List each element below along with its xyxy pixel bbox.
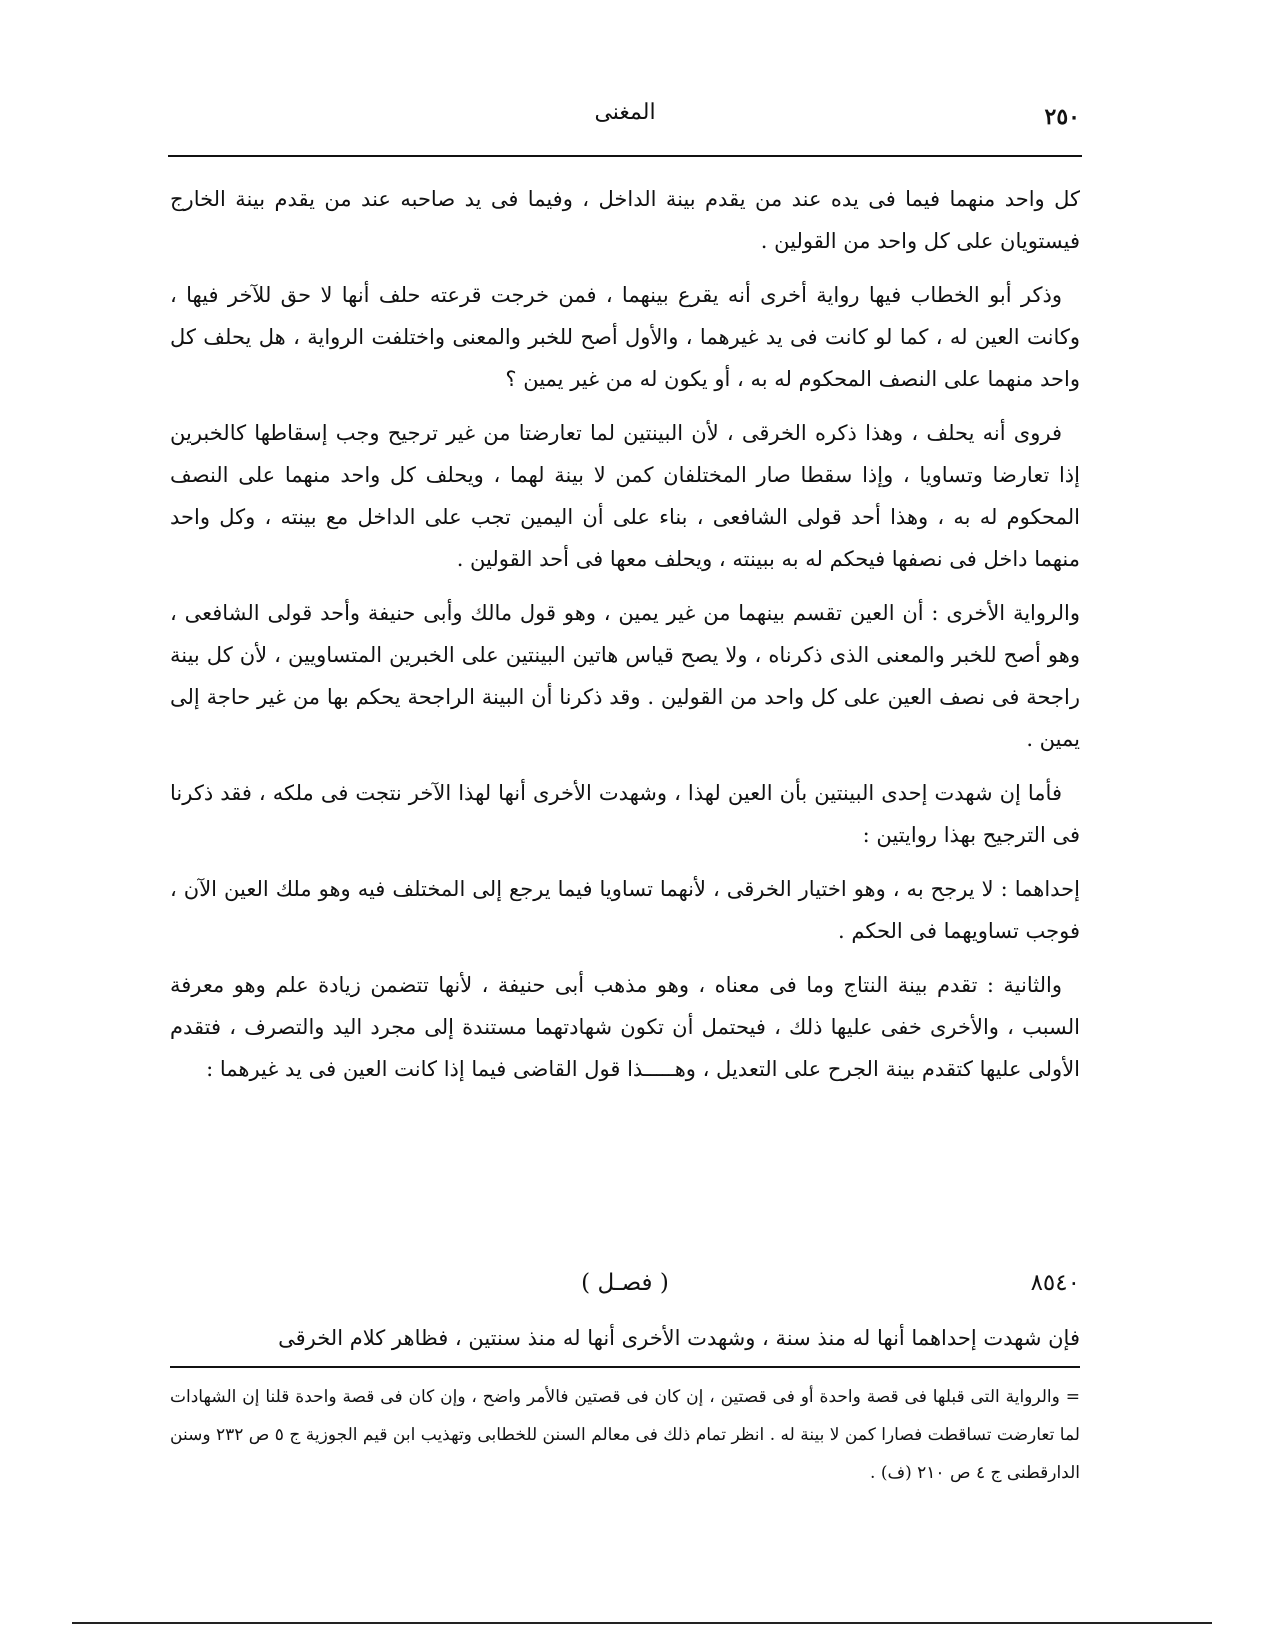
bottom-rule <box>72 1622 1212 1624</box>
paragraph: والثانية : تقدم بينة النتاج وما فى معناه ، وهو مذهب أبى حنيفة ، لأنها تتضمن زيادة علم وهو معرفة السبب ، والأخرى خفى عليها ذلك ، فيحتمل أن تكون شهادتهما مستندة إلى مجرد اليد والتصرف ، فتقدم الأولى عليها كتقدم بينة الجرح على التعديل ، وهـــــذا قول القاضى فيما إذا كانت العين فى يد غيرهما : <box>170 973 1080 1081</box>
footnote: = والرواية التى قبلها فى قصة واحدة أو فى قصتين ، إن كان فى قصتين فالأمر واضح ، وإن كان فى قصة واحدة قلنا إن الشهادات لما تعارضت تساقطت فصارا كمن لا بينة له . انظر تمام ذلك فى معالم السنن للخطابى وتهذيب ابن قيم الجوزية ج ٥ ص ٢٣٢ وسنن الدارقطنى ج ٤ ص ٢١٠ (ف) . <box>170 1387 1080 1483</box>
paragraph: والرواية الأخرى : أن العين تقسم بينهما من غير يمين ، وهو قول مالك وأبى حنيفة وأحد قولى الشافعى ، وهو أصح للخبر والمعنى الذى ذكرناه ، ولا يصح قياس هاتين البينتين على الخبرين المتساويين ، لأن كل بينة راجحة فى نصف العين على كل واحد من القولين . وقد ذكرنا أن البينة الراجحة يحكم بها من غير حاجة إلى يمين . <box>170 601 1080 751</box>
paragraph: فروى أنه يحلف ، وهذا ذكره الخرقى ، لأن البينتين لما تعارضتا من غير ترجيح وجب إسقاطها كالخبرين إذا تعارضا وتساويا ، وإذا سقطا صار المختلفان كمن لا بينة لهما ، ويحلف كل واحد منهما على النصف المحكوم له به ، وهذا أحد قولى الشافعى ، بناء على أن اليمين تجب على الداخل مع بينته ، وكل واحد منهما داخل فى نصفها فيحكم له به ببينته ، ويحلف معها فى أحد القولين . <box>170 421 1080 571</box>
section-paragraph: فإن شهدت إحداهما أنها له منذ سنة ، وشهدت الأخرى أنها له منذ سنتين ، فظاهر كلام الخرقى <box>278 1326 1080 1350</box>
paragraph: فأما إن شهدت إحدى البينتين بأن العين لهذا ، وشهدت الأخرى أنها لهذا الآخر نتجت فى ملكه ، فقد ذكرنا فى الترجيح بهذا روايتين : <box>170 781 1080 847</box>
header-rule <box>168 155 1082 157</box>
footnotes <box>170 1378 1080 1492</box>
running-title: المغنى <box>594 100 656 125</box>
page-number: ٢٥٠ <box>1044 104 1080 130</box>
section-number: ٨٥٤٠ <box>1030 1270 1080 1296</box>
page-header <box>170 100 1080 140</box>
paragraph: كل واحد منهما فيما فى يده عند من يقدم بينة الداخل ، وفيما فى يد صاحبه عند من يقدم بينة الخارج فيستويان على كل واحد من القولين . <box>170 187 1080 253</box>
footnote-rule <box>170 1366 1080 1368</box>
body-text <box>170 178 1080 1102</box>
section-title: ( فصـل ) <box>581 1270 669 1296</box>
paragraph: وذكر أبو الخطاب فيها رواية أخرى أنه يقرع بينهما ، فمن خرجت قرعته حلف أنها لا حق للآخر فيها ، وكانت العين له ، كما لو كانت فى يد غيرهما ، والأول أصح للخبر والمعنى واختلفت الرواية ، هل يحلف كل واحد منهما على النصف المحكوم له به ، أو يكون له من غير يمين ؟ <box>170 283 1080 391</box>
paragraph: إحداهما : لا يرجح به ، وهو اختيار الخرقى ، لأنهما تساويا فيما يرجع إلى المختلف فيه وهو ملك العين الآن ، فوجب تساويهما فى الحكم . <box>170 877 1080 943</box>
section-heading <box>170 1270 1080 1310</box>
